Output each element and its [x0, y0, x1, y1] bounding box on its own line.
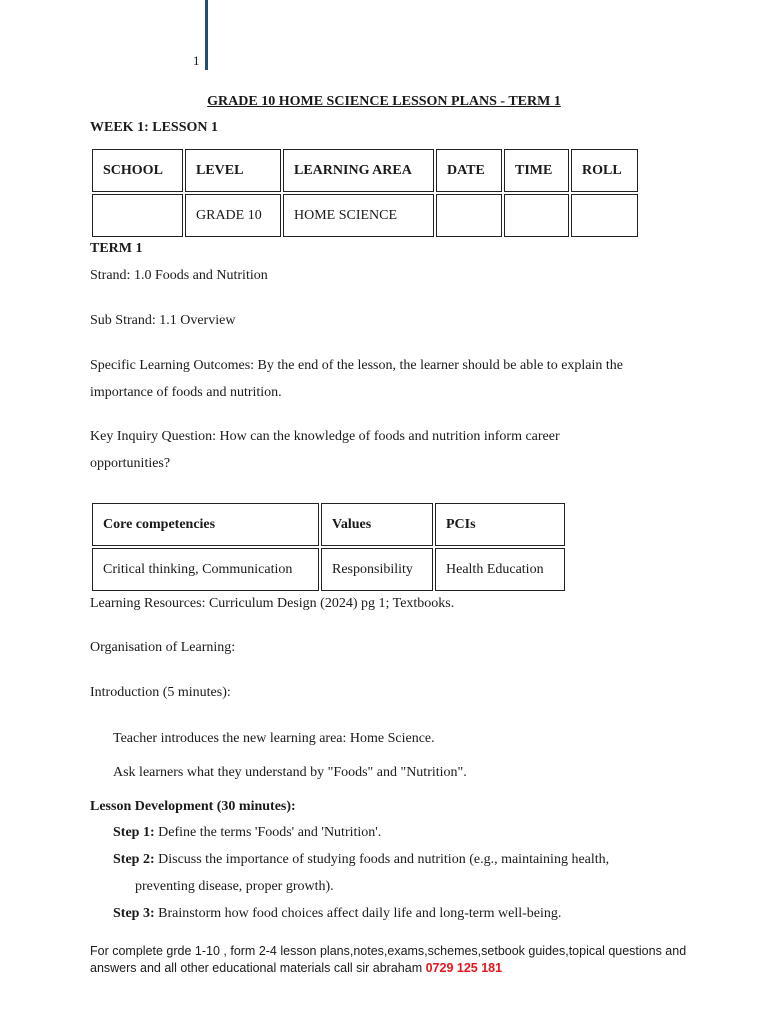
footer-phone: 0729 125 181: [425, 961, 503, 975]
table-row: [92, 548, 565, 591]
step-text: Discuss the importance of studying foods and nutrition (e.g., maintaining health,: [158, 852, 610, 867]
term-heading: TERM 1: [90, 241, 143, 256]
cell-roll: [571, 194, 638, 237]
lesson-info-table: [90, 147, 640, 239]
header-cell-learning-area: LEARNING AREA: [283, 149, 434, 192]
header-rule: [205, 0, 208, 70]
step-label: Step 2:: [113, 852, 155, 867]
header-cell-roll: ROLL: [571, 149, 638, 192]
cell-school: [92, 194, 183, 237]
learning-resources-text: Learning Resources: Curriculum Design (2024) pg 1; Textbooks.: [90, 596, 455, 611]
step-text: Define the terms 'Foods' and 'Nutrition'.: [158, 825, 382, 840]
introduction-heading: Introduction (5 minutes):: [90, 685, 231, 700]
key-inquiry-question-text: Key Inquiry Question: How can the knowledge of foods and nutrition inform career opportunities?: [90, 429, 560, 471]
cell-core-competencies: Critical thinking, Communication: [92, 548, 319, 591]
cell-level: GRADE 10: [185, 194, 281, 237]
table-row: [92, 194, 638, 237]
step-continuation: preventing disease, proper growth).: [135, 879, 334, 894]
step-item: [113, 852, 609, 868]
competencies-table: [90, 501, 567, 593]
header-cell-values: Values: [321, 503, 433, 546]
week-lesson-heading: WEEK 1: LESSON 1: [90, 120, 218, 135]
sub-strand-text: Sub Strand: 1.1 Overview: [90, 313, 236, 328]
step-text: Brainstorm how food choices affect daily life and long-term well-being.: [158, 906, 562, 921]
header-cell-school: SCHOOL: [92, 149, 183, 192]
header-cell-level: LEVEL: [185, 149, 281, 192]
cell-values: Responsibility: [321, 548, 433, 591]
lesson-development-heading: Lesson Development (30 minutes):: [90, 799, 296, 814]
cell-learning-area: HOME SCIENCE: [283, 194, 434, 237]
cell-time: [504, 194, 569, 237]
footer-advert: [90, 943, 690, 977]
step-item: [113, 906, 561, 922]
header-cell-date: DATE: [436, 149, 502, 192]
table-header-row: [92, 503, 565, 546]
table-header-row: [92, 149, 638, 192]
step-label: Step 1:: [113, 825, 155, 840]
header-cell-core-competencies: Core competencies: [92, 503, 319, 546]
learning-outcomes-text: Specific Learning Outcomes: By the end of the lesson, the learner should be able to explain the importance of foods and nutrition.: [90, 358, 624, 400]
cell-pcis: Health Education: [435, 548, 565, 591]
header-cell-pcis: PCIs: [435, 503, 565, 546]
page-number: 1: [193, 53, 200, 68]
document-title: GRADE 10 HOME SCIENCE LESSON PLANS - TERM 1: [207, 94, 561, 109]
footer-text: For complete grde 1-10 , form 2-4 lesson plans,notes,exams,schemes,setbook guides,topical questions and answers and all other educational materials call sir abraham: [90, 944, 687, 975]
strand-text: Strand: 1.0 Foods and Nutrition: [90, 268, 268, 283]
header-cell-time: TIME: [504, 149, 569, 192]
intro-item: Teacher introduces the new learning area: Home Science.: [113, 731, 435, 746]
step-item: [113, 825, 381, 841]
step-label: Step 3:: [113, 906, 155, 921]
cell-date: [436, 194, 502, 237]
organisation-text: Organisation of Learning:: [90, 640, 236, 655]
intro-item: Ask learners what they understand by "Foods" and "Nutrition".: [113, 765, 467, 780]
